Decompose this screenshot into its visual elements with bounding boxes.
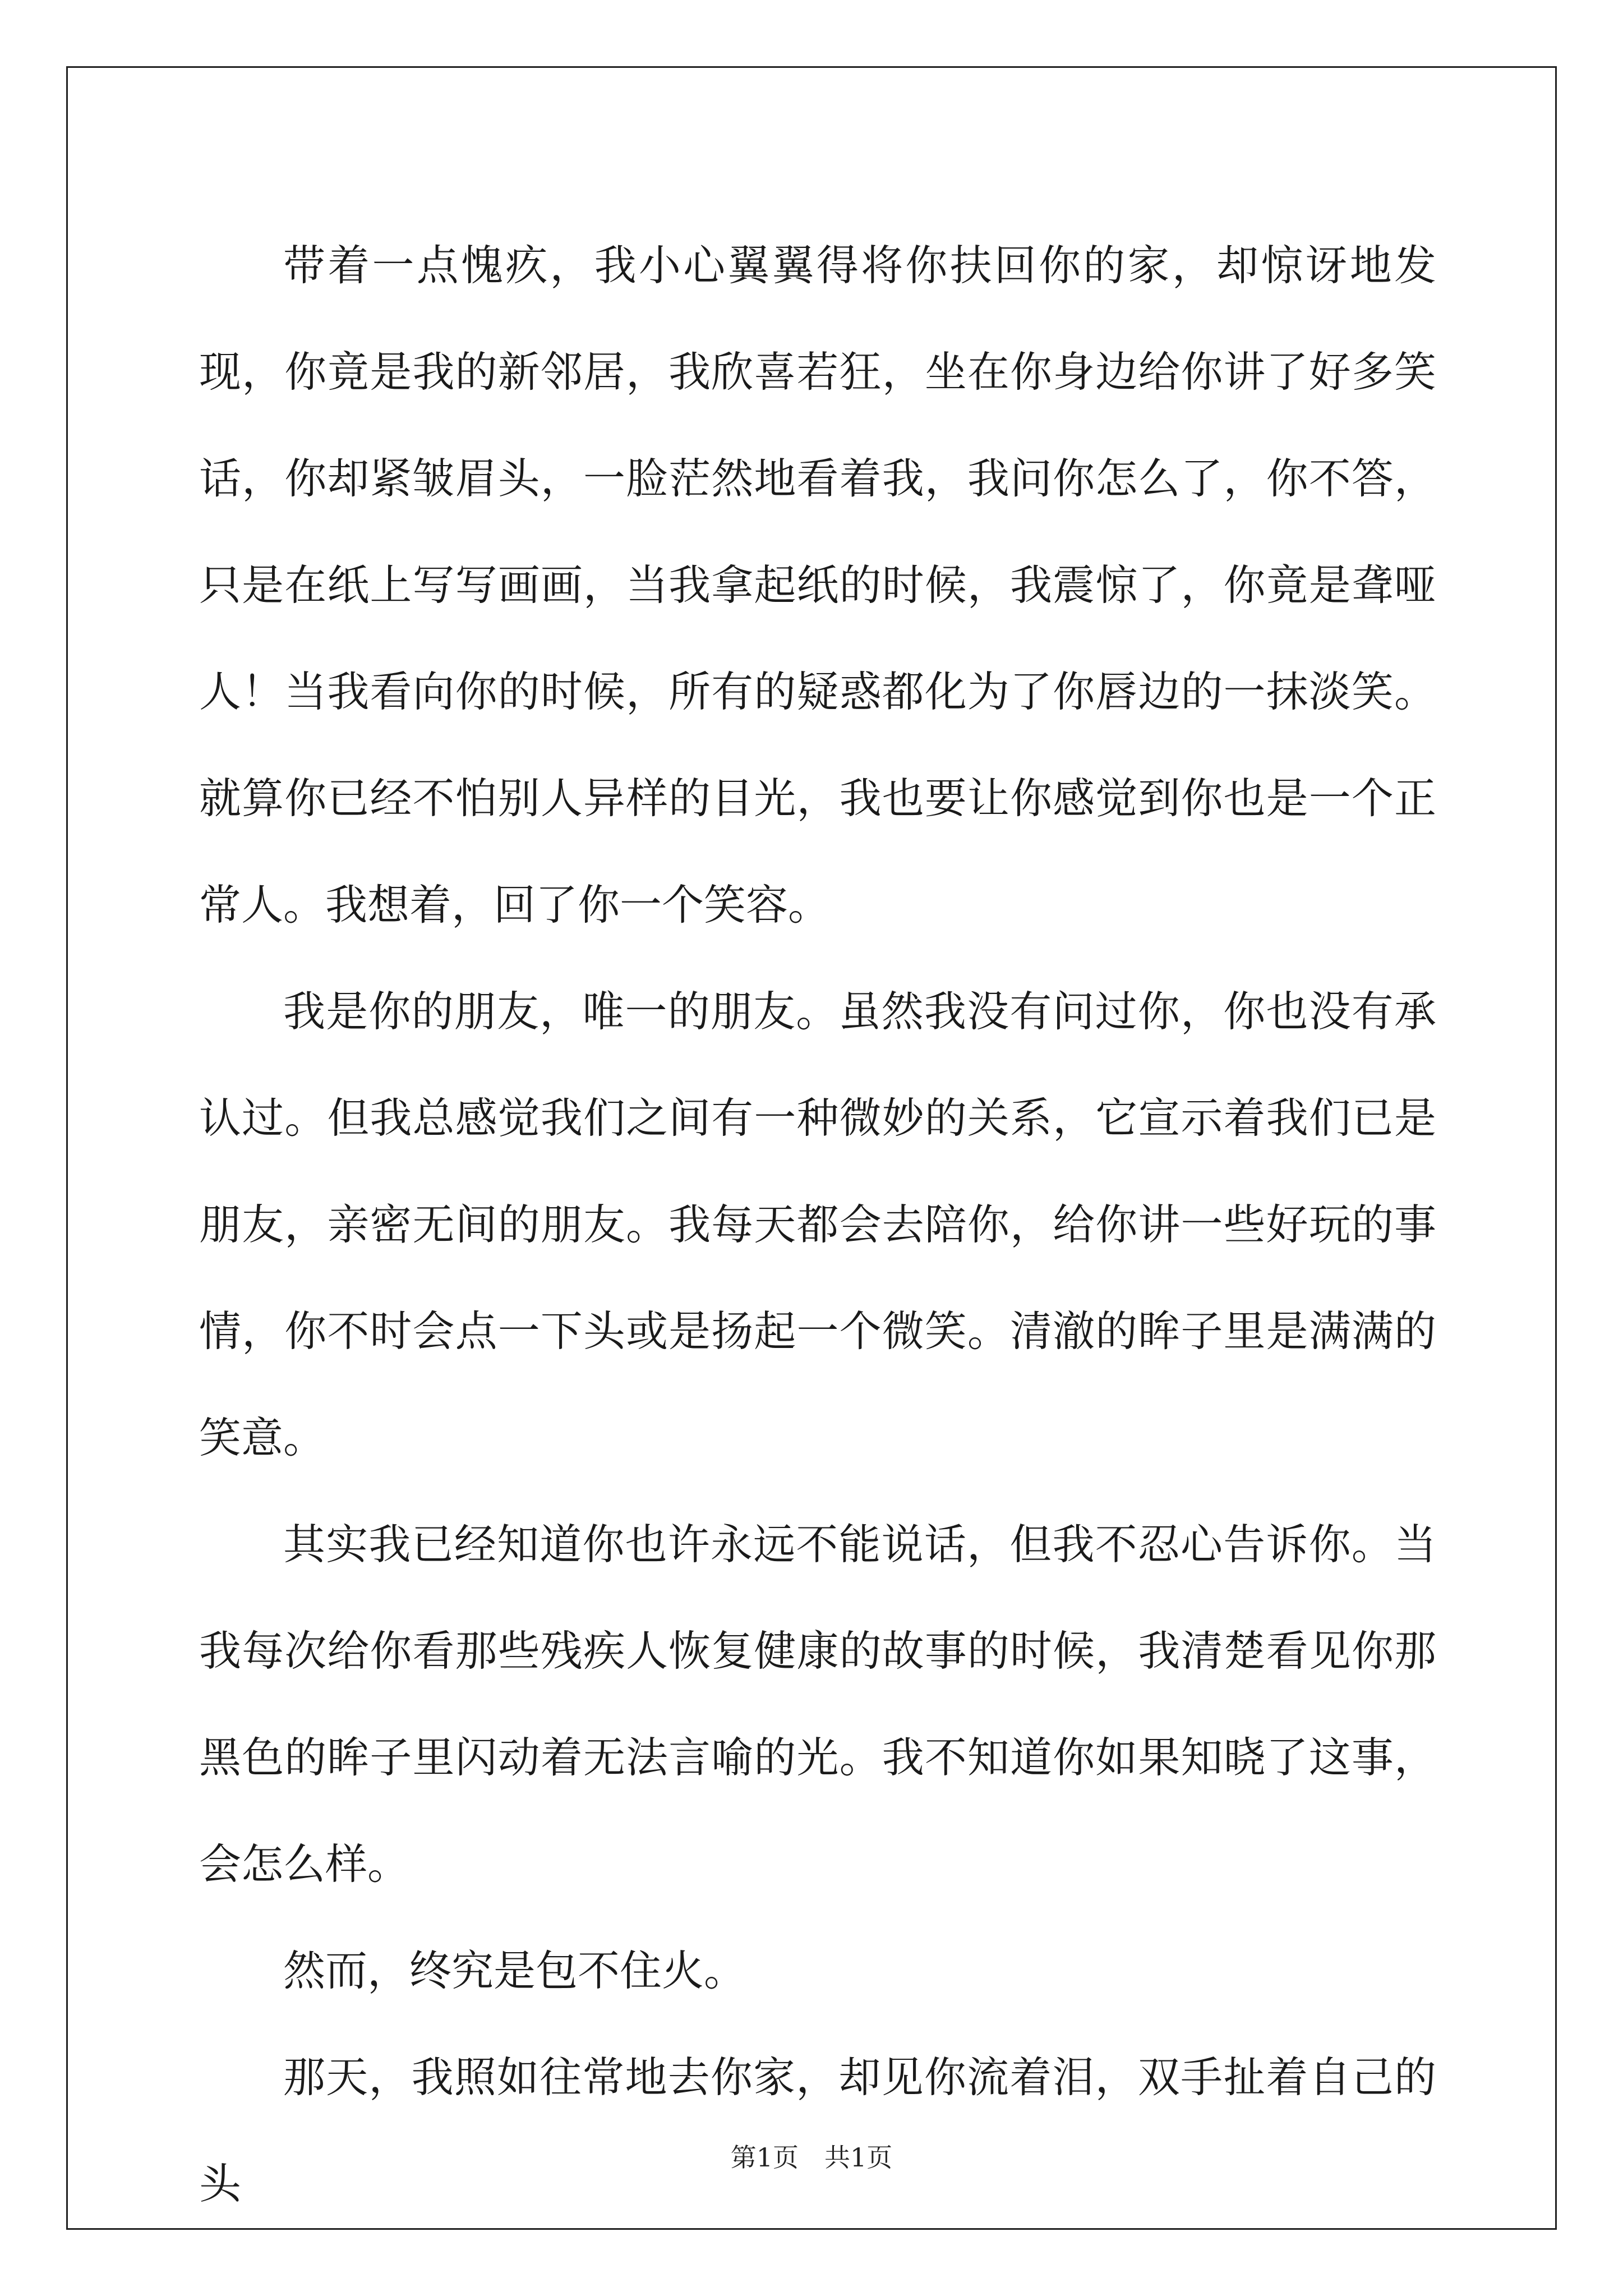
paragraph: 我是你的朋友，唯一的朋友。虽然我没有问过你，你也没有承认过。但我总感觉我们之间有一种微妙的关系，它宣示着我们已是朋友，亲密无间的朋友。我每天都会去陪你，给你讲一些好玩的事情，你不时会点一下头或是扬起一个微笑。清澈的眸子里是满满的笑意。 (199, 987, 1436, 1462)
paragraph: 那天，我照如往常地去你家，却见你流着泪，双手扯着自己的头 (199, 2053, 1436, 2208)
paragraph: 其实我已经知道你也许永远不能说话，但我不忍心告诉你。当我每次给你看那些残疾人恢复健康的故事的时候，我清楚看见你那黑色的眸子里闪动着无法言喻的光。我不知道你如果知晓了这事，会怎么样。 (199, 1520, 1436, 1889)
document-body (199, 212, 1436, 2237)
page-number-footer: 第1页 共1页 (730, 2142, 893, 2173)
paragraph: 带着一点愧疚，我小心翼翼得将你扶回你的家，却惊讶地发现，你竟是我的新邻居，我欣喜若狂，坐在你身边给你讲了好多笑话，你却紧皱眉头，一脸茫然地看着我，我问你怎么了，你不答，只是在纸上写写画画，当我拿起纸的时候，我震惊了，你竟是聋哑人！当我看向你的时候，所有的疑惑都化为了你唇边的一抹淡笑。就算你已经不怕别人异样的目光，我也要让你感觉到你也是一个正常人。我想着，回了你一个笑容。 (199, 241, 1436, 930)
paragraph: 然而，终究是包不住火。 (283, 1946, 746, 1995)
